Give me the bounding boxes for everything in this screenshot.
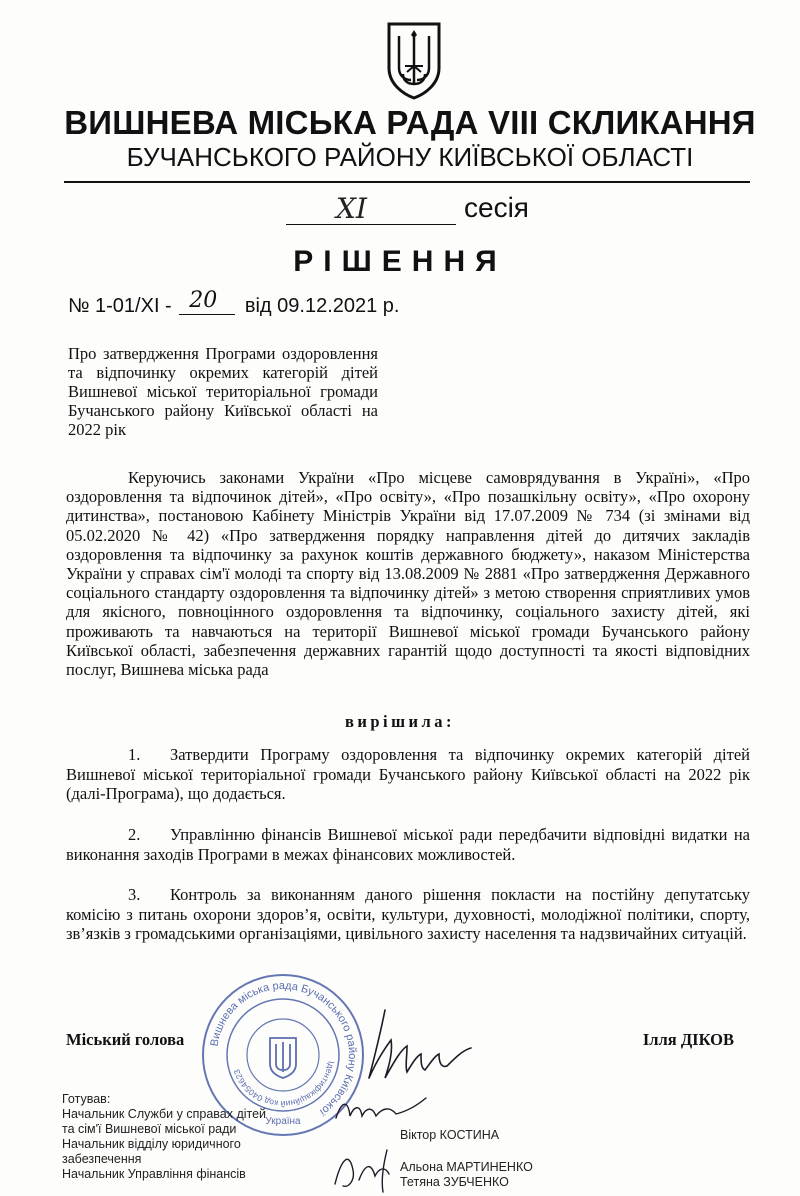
prepared-role-1: Начальник Служби у справах дітей та сім'ї Вишневої міської ради bbox=[62, 1107, 267, 1136]
item-text: Управлінню фінансів Вишневої міської ради передбачити відповідні видатки на виконання заходів Програми в межах фінансових можливостей. bbox=[66, 825, 750, 864]
prepared-name-2: Альона МАРТИНЕНКО bbox=[400, 1160, 533, 1174]
header-divider bbox=[64, 181, 750, 183]
prepared-label: Готував: bbox=[62, 1092, 111, 1106]
session-line bbox=[286, 192, 586, 230]
item-text: Затвердити Програму оздоровлення та відпочинку окремих категорій дітей Вишневої міської територіальної громади Бучанського району Київської області на 2022 рік (далі-Програма), що додається. bbox=[66, 745, 750, 803]
stamp-ring-text: Вишнева міська рада Бучанського району Київської bbox=[208, 979, 359, 1118]
coat-of-arms-icon bbox=[385, 22, 443, 100]
stamp-bottom-text: Україна bbox=[265, 1116, 301, 1127]
mayor-signature bbox=[355, 1000, 475, 1090]
prepared-role-2: Начальник відділу юридичного забезпечення bbox=[62, 1137, 241, 1166]
resolution-item-3 bbox=[66, 885, 750, 944]
district-name: БУЧАНСЬКОГО РАЙОНУ КИЇВСЬКОЇ ОБЛАСТІ bbox=[126, 142, 694, 172]
session-word: сесія bbox=[464, 192, 529, 223]
item-text: Контроль за виконанням даного рішення покласти на постійну депутатську комісію з питань охорони здоров’я, освіти, культури, духовності, молодіжної політики, спорту, зв’язків з громадськими організаціями, цивільного захисту населення та надзвичайних ситуацій. bbox=[66, 885, 750, 943]
stamp-code-text: Ідентифікаційний код 04054623 bbox=[231, 1060, 337, 1110]
decision-number-blank bbox=[179, 288, 235, 315]
session-underline bbox=[286, 224, 456, 225]
council-name: ВИШНЕВА МІСЬКА РАДА VIII СКЛИКАННЯ bbox=[64, 104, 756, 141]
mayor-title: Міський голова bbox=[66, 1030, 185, 1049]
decision-title: РІШЕННЯ bbox=[293, 245, 507, 278]
prepared-role-3: Начальник Управління фінансів bbox=[62, 1167, 246, 1181]
decision-number-line bbox=[68, 288, 400, 318]
preamble-paragraph: Керуючись законами України «Про місцеве самоврядування в Україні», «Про оздоровлення та відпочинок дітей», «Про освіту», «Про позашкільну освіту», «Про охорону дитинства», постановою Кабінету Міністрів України від 17.07.2009 № 734 (зі змінами від 05.02.2020 № 42) «Про затвердження порядку направлення дітей до дитячих закладів оздоровлення та відпочинку за рахунок коштів державного бюджету», наказом Міністерства України у справах сім'ї молоді та спорту від 13.08.2009 № 2881 «Про затвердження Державного соціального стандарту оздоровлення та відпочинку дітей» з метою створення сприятливих умов для якісного, повноцінного оздоровлення та відпочинку, соціального захисту дітей, які проживають та навчаються на території Вишневої міської громади Бучанського району Київської області, забезпечення державних гарантій щодо доступності та якості відповідних послуг, Вишнева міська рада bbox=[66, 468, 750, 680]
svg-text:Ідентифікаційний код 04054623 bbox=[231, 1060, 336, 1109]
prepared-signature-1 bbox=[330, 1090, 430, 1130]
resolution-item-1 bbox=[66, 745, 750, 804]
prepared-name-3: Тетяна ЗУБЧЕНКО bbox=[400, 1175, 509, 1189]
stamp-trident-icon bbox=[270, 1038, 296, 1078]
item-number: 1. bbox=[128, 745, 141, 764]
resolved-heading: вирішила: bbox=[344, 712, 456, 731]
item-number: 3. bbox=[128, 885, 141, 904]
decision-date: від 09.12.2021 р. bbox=[244, 295, 400, 317]
decision-number-handwritten: 20 bbox=[189, 288, 218, 313]
decision-subject: Про затвердження Програми оздоровлення та відпочинку окремих категорій дітей Вишневої міської територіальної громади Бучанського району Київської області на 2022 рік bbox=[68, 344, 378, 439]
decision-number-prefix: № 1-01/XI - bbox=[68, 295, 172, 317]
prepared-signature-2 bbox=[325, 1140, 415, 1196]
session-number: XI bbox=[336, 192, 367, 225]
item-number: 2. bbox=[128, 825, 141, 844]
prepared-name-1: Віктор КОСТИНА bbox=[400, 1128, 500, 1142]
resolution-item-2 bbox=[66, 825, 750, 864]
mayor-name: Ілля ДІКОВ bbox=[642, 1030, 734, 1049]
